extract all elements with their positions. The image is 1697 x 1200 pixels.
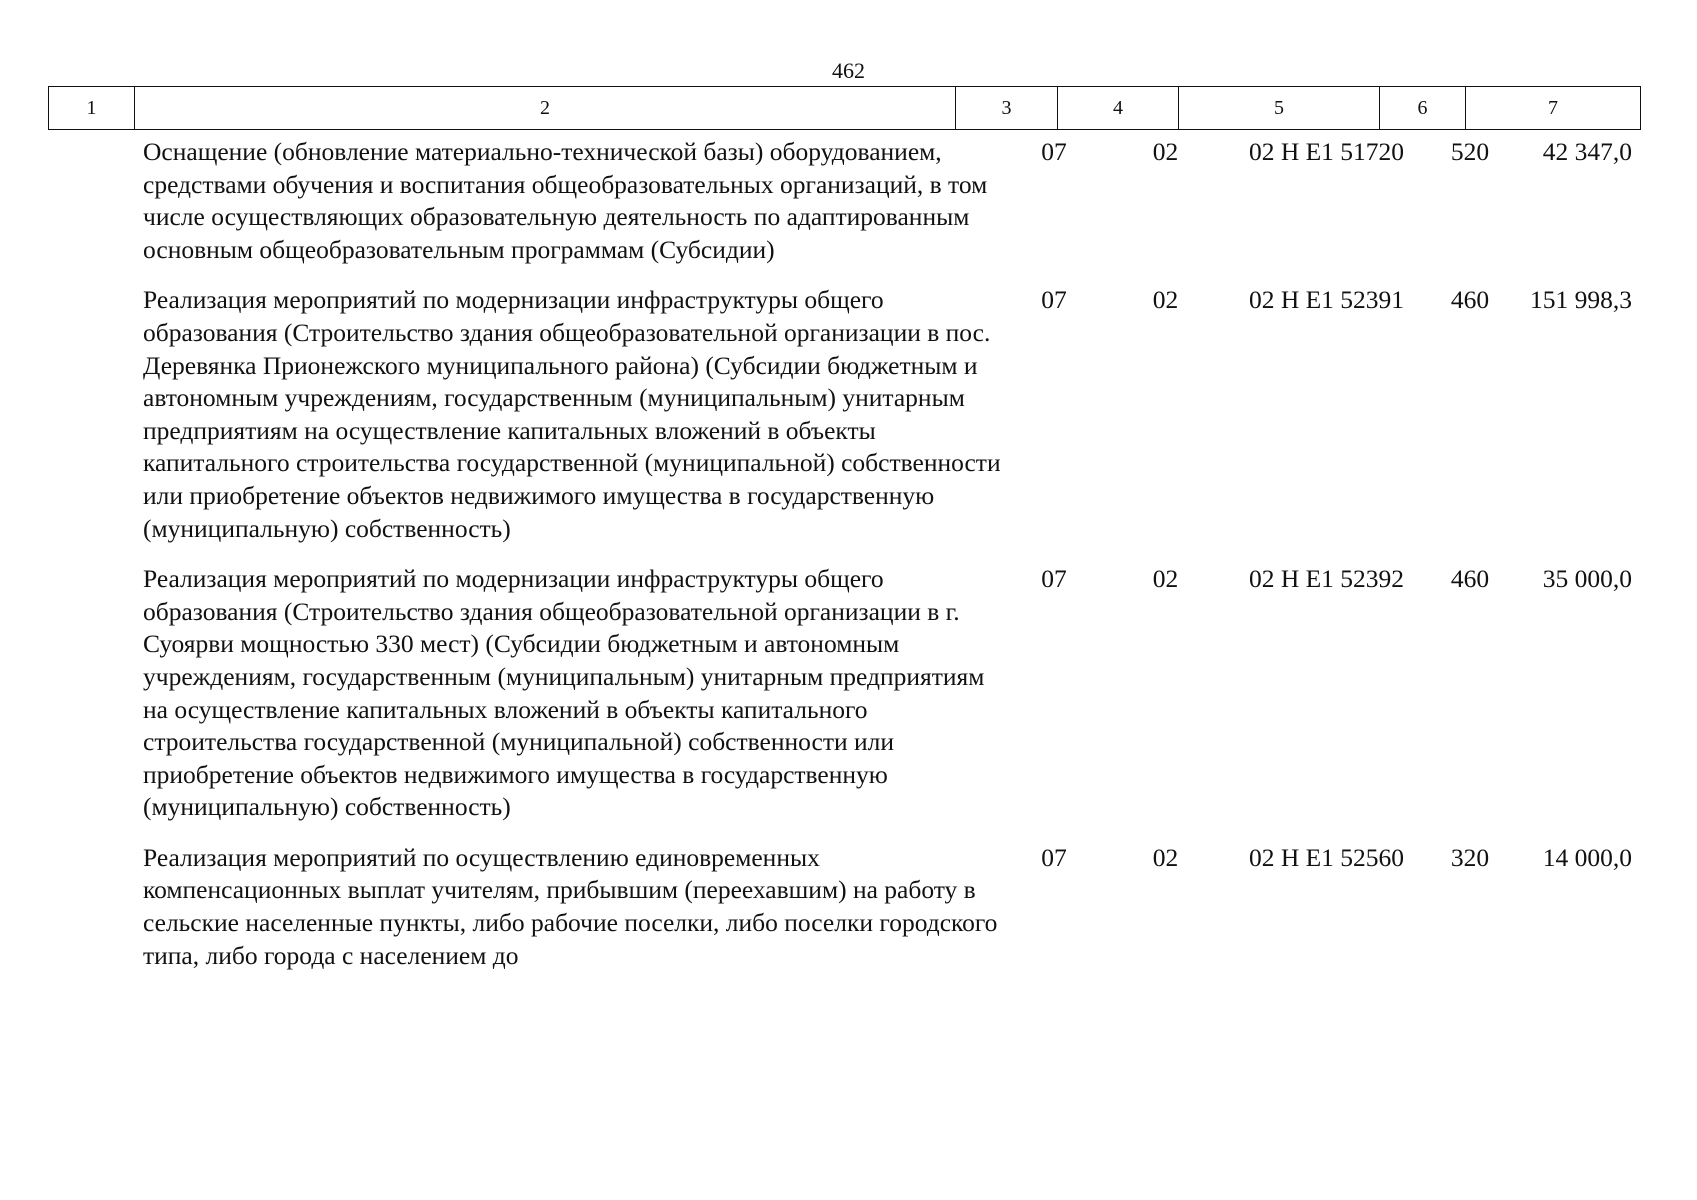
row-description: Реализация мероприятий по модернизации инфраструктуры общего образования (Строительство здания общеобразовательной организации в г. Суоярви мощностью 330 мест) (Субсидии бюджетным и автономным учреждениям, государственным (муниципальным) унитарным предприятиям на осуществление капитальных вложений в объекты капитального строительства государственной (муниципальной) собственности или приобретение объектов недвижимого имущества в государственную (муниципальную) собственность) [143,564,985,822]
row-subsection: 02 [1152,564,1179,594]
row-description: Реализация мероприятий по осуществлению единовременных компенсационных выплат учителям, прибывшим (переехавшим) на работу в сельские населенные пункты, либо рабочие поселки, либо поселки городского типа, либо города с населением до [143,842,998,970]
row-description: Оснащение (обновление материально-технической базы) оборудованием, средствами обучения и воспитания общеобразовательных организаций, в том числе осуществляющих образовательную деятельность по адаптированным основным общеобразовательным программам (Субсидии) [143,137,988,264]
header-col-1: 1 [49,87,135,130]
row-target-article: 02 Н Е1 52560 [1248,842,1405,872]
header-col-5: 5 [1179,87,1380,130]
budget-rows [48,136,1640,990]
row-amount: 14 000,0 [1542,842,1632,872]
row-subsection: 02 [1152,842,1179,872]
row-section: 07 [1041,564,1067,594]
row-amount: 151 998,3 [1530,285,1632,315]
row-section: 07 [1041,842,1067,872]
header-row [49,87,1641,130]
header-col-2: 2 [135,87,956,130]
header-col-6: 6 [1380,87,1466,130]
table-row [48,136,1640,266]
row-target-article: 02 Н Е1 51720 [1248,137,1405,166]
header-col-3: 3 [956,87,1058,130]
row-section: 07 [1041,285,1067,315]
row-subsection: 02 [1152,137,1179,166]
row-amount: 35 000,0 [1542,564,1632,594]
row-target-article: 02 Н Е1 52391 [1248,285,1405,315]
row-section: 07 [1041,137,1067,166]
table-row [48,563,1640,824]
header-col-4: 4 [1058,87,1179,130]
column-number-header [48,86,1641,130]
table-row [48,842,1640,972]
row-expense-type: 520 [1450,137,1490,166]
table-row [48,284,1640,545]
row-expense-type: 320 [1450,842,1490,872]
row-target-article: 02 Н Е1 52392 [1248,564,1405,594]
page-number: 462 [832,58,865,83]
row-description: Реализация мероприятий по модернизации инфраструктуры общего образования (Строительство здания общеобразовательной организации в пос. Деревянка Прионежского муниципального района) (Субсидии бюджетным и автономным учреждениям, государственным (муниципальным) унитарным предприятиям на осуществление капитальных вложений в объекты капитального строительства государственной (муниципальной) собственности или приобретение объектов недвижимого имущества в государственную (муниципальную) собственность) [143,285,1001,543]
row-expense-type: 460 [1450,285,1490,315]
header-col-7: 7 [1466,87,1641,130]
row-expense-type: 460 [1450,564,1490,594]
row-amount: 42 347,0 [1542,137,1632,166]
row-subsection: 02 [1152,285,1179,315]
